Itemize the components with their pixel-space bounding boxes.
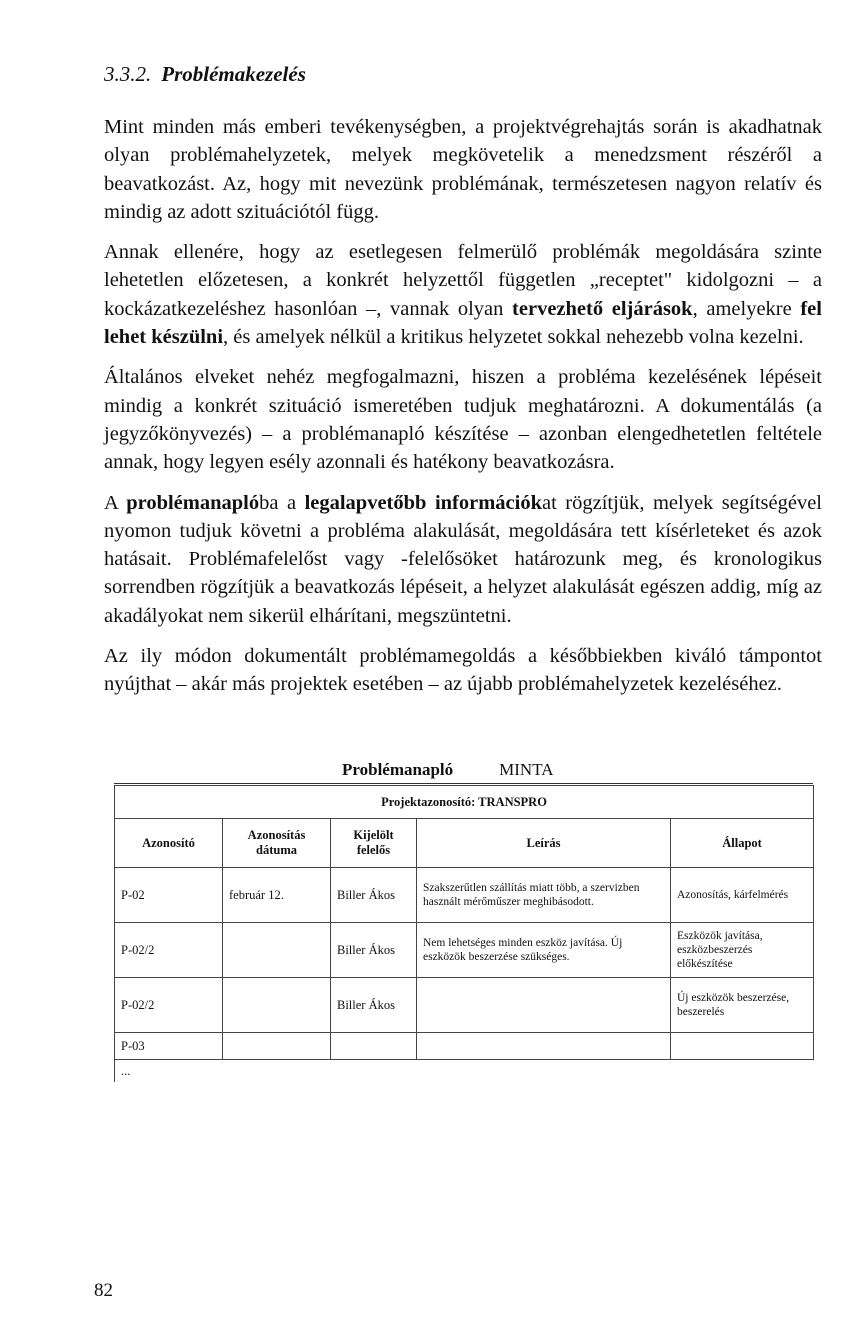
project-row [115, 786, 814, 819]
cell-description [417, 1033, 671, 1060]
text-run: Annak ellenére, hogy az esetlegesen felmerülő problémák megoldására szinte lehetetlen előzetesen, a konkrét helyzettől független „receptet" kidolgozni – a kockázatkezeléshez hasonlóan –, vannak olyan [104, 241, 822, 320]
table-row [115, 923, 814, 978]
cell-id: P-02/2 [115, 923, 223, 978]
title-rule [114, 783, 813, 784]
header-date: Azonosítás dátuma [223, 819, 331, 868]
paragraph-3: Általános elveket nehéz megfogalmazni, hiszen a probléma kezelésének lépéseit mindig a konkrét szituáció ismeretében tudjuk meghatározni. A dokumentálás (a jegyzőkönyvezés) – a problémanapló készítése – azonban elengedhetetlen feltétele annak, hogy legyen esély azonnali és hatékony beavatkozásra. [104, 366, 822, 474]
table-title [342, 760, 554, 780]
bold-term: problémanapló [126, 491, 260, 514]
cell-description [417, 978, 671, 1033]
body-text [104, 113, 822, 711]
page-number: 82 [94, 1280, 113, 1301]
cell-empty [223, 1060, 331, 1083]
text-run: A [104, 491, 127, 514]
cell-status: Új eszközök beszerzése, beszerelés [671, 978, 814, 1033]
table-row [115, 868, 814, 923]
cell-status [671, 1033, 814, 1060]
bold-term: legalapvetőbb információk [304, 491, 542, 514]
cell-ellipsis: ... [115, 1060, 223, 1083]
project-id-cell: Projektazonosító: TRANSPRO [115, 786, 814, 819]
problem-log-table [114, 785, 814, 1082]
paragraph-4 [104, 489, 822, 630]
table-subtitle: MINTA [499, 760, 554, 779]
section-heading [104, 62, 306, 87]
text-run: , és amelyek nélkül a kritikus helyzetet sokkal nehezebb volna kezelni. [223, 326, 804, 349]
header-description: Leírás [417, 819, 671, 868]
header-id: Azonosító [115, 819, 223, 868]
cell-status: Eszközök javítása, eszközbeszerzés előkészítése [671, 923, 814, 978]
paragraph-2 [104, 238, 822, 351]
cell-status: Azonosítás, kárfelmérés [671, 868, 814, 923]
section-number: 3.3.2. [104, 62, 152, 86]
cell-empty [417, 1060, 671, 1083]
cell-date [223, 923, 331, 978]
cell-description: Szakszerűtlen szállítás miatt több, a szervizben használt mérőműszer meghibásodott. [417, 868, 671, 923]
header-row [115, 819, 814, 868]
bold-term: tervezhető eljárások [512, 297, 693, 320]
header-status: Állapot [671, 819, 814, 868]
paragraph-5: Az ily módon dokumentált problémamegoldás a későbbiekben kiváló támpontot nyújthat – akár más projektek esetében – az újabb problémahelyzetek kezeléséhez. [104, 645, 822, 696]
cell-id: P-02 [115, 868, 223, 923]
cell-description: Nem lehetséges minden eszköz javítása. Új eszközök beszerzése szükséges. [417, 923, 671, 978]
text-run: , amelyekre [692, 297, 801, 320]
paragraph-1: Mint minden más emberi tevékenységben, a projektvégrehajtás során is akadhatnak olyan problémahelyzetek, melyek megkövetelik a menedzsment részéről a beavatkozást. Az, hogy mit nevezünk problémának, természetesen nagyon relatív és mindig az adott szituációtól függ. [104, 116, 822, 223]
ellipsis-row [115, 1060, 814, 1083]
cell-id: P-02/2 [115, 978, 223, 1033]
text-run: at rögzítjük, melyek segítségével nyomon tudjuk követni a probléma alakulását, megoldására tett kísérleteket és azok hatásait. Problémafelelőst vagy -felelősöket határozunk meg, és kronologikus sorrendben rögzítjük a beavatkozás lépéseit, a helyzet alakulását egészen addig, míg az akadályokat nem sikerül elhárítani, megszüntetni. [104, 491, 822, 627]
cell-date [223, 1033, 331, 1060]
header-owner: Kijelölt felelős [331, 819, 417, 868]
cell-owner [331, 1033, 417, 1060]
cell-empty [671, 1060, 814, 1083]
section-title: Problémakezelés [161, 62, 306, 86]
table-row [115, 1033, 814, 1060]
cell-owner: Biller Ákos [331, 923, 417, 978]
cell-empty [331, 1060, 417, 1083]
table-title-text: Problémanapló [342, 760, 454, 779]
table-row [115, 978, 814, 1033]
cell-owner: Biller Ákos [331, 868, 417, 923]
cell-owner: Biller Ákos [331, 978, 417, 1033]
bold-term: fel lehet készülni [104, 297, 822, 349]
cell-id: P-03 [115, 1033, 223, 1060]
cell-date: február 12. [223, 868, 331, 923]
cell-date [223, 978, 331, 1033]
text-run: ba a [259, 491, 305, 514]
